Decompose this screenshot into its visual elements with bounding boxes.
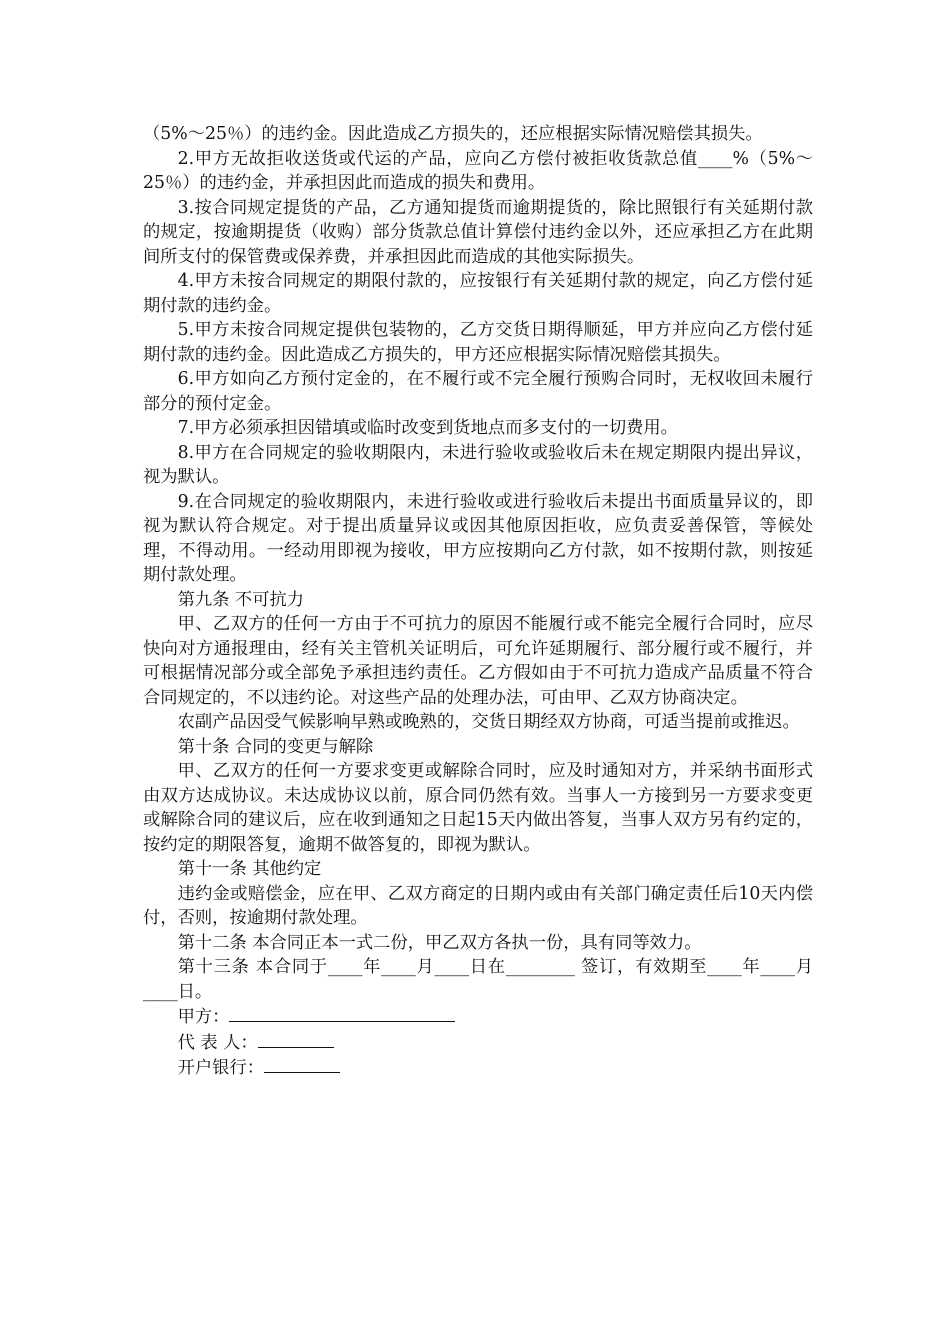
bank-label: 开户银行：	[177, 1058, 265, 1078]
article-10-heading: 第十条 合同的变更与解除	[177, 736, 374, 757]
paragraph-item-4: 4.甲方未按合同规定的期限付款的，应按银行有关延期付款的规定，向乙方偿付延期付款的违约金。	[143, 271, 813, 316]
bank-blank	[264, 1055, 340, 1073]
paragraph-penalty-cont: （5%～25％）的违约金。因此造成乙方损失的，还应根据实际情况赔偿其损失。	[143, 124, 763, 144]
paragraph-agri-products: 农副产品因受气候影响早熟或晚熟的，交货日期经双方协商，可适当提前或推迟。	[177, 712, 800, 732]
paragraph-item-2: 2.甲方无故拒收送货或代运的产品，应向乙方偿付被拒收货款总值____%（5%～25％）的违约金，并承担因此而造成的损失和费用。	[143, 148, 813, 193]
paragraph-item-7: 7.甲方必须承担因错填或临时改变到货地点而多支付的一切费用。	[177, 418, 678, 438]
signature-party-a	[143, 1004, 813, 1030]
paragraph-item-8: 8.甲方在合同规定的验收期限内，未进行验收或验收后未在规定期限内提出异议，视为默认。	[143, 442, 813, 487]
representative-blank	[258, 1030, 334, 1048]
paragraph-other-terms: 违约金或赔偿金，应在甲、乙双方商定的日期内或由有关部门确定责任后10天内偿付，否则，按逾期付款处理。	[143, 883, 813, 928]
paragraph-item-5: 5.甲方未按合同规定提供包装物的，乙方交货日期得顺延，甲方并应向乙方偿付延期付款的违约金。因此造成乙方损失的，甲方还应根据实际情况赔偿其损失。	[143, 320, 813, 365]
paragraph-change-termination: 甲、乙双方的任何一方要求变更或解除合同时，应及时通知对方，并采纳书面形式由双方达成协议。未达成协议以前，原合同仍然有效。当事人一方接到另一方要求变更或解除合同的建议后，应在收到通知之日起15天内做出答复，当事人双方另有约定的，按约定的期限答复，逾期不做答复的，即视为默认。	[143, 761, 813, 855]
article-11-heading: 第十一条 其他约定	[177, 859, 322, 879]
article-9-heading: 第九条 不可抗力	[177, 589, 305, 610]
document-page	[143, 122, 813, 1081]
paragraph-item-9: 9.在合同规定的验收期限内，未进行验收或进行验收后未提出书面质量异议的，即视为默认符合规定。对于提出质量异议或因其他原因拒收，应负责妥善保管，等候处理，不得动用。一经动用即视为接收，甲方应按期向乙方付款，如不按期付款，则按延期付款处理。	[143, 491, 813, 585]
paragraph-item-3: 3.按合同规定提货的产品，乙方通知提货而逾期提货的，除比照银行有关延期付款的规定，按逾期提货（收购）部分货款总值计算偿付违约金以外，还应承担乙方在此期间所支付的保管费或保养费，并承担因此而造成的其他实际损失。	[143, 197, 813, 267]
article-13: 第十三条 本合同于____年____月____日在________ 签订，有效期至____年____月____日。	[143, 957, 813, 1002]
signature-bank	[143, 1055, 813, 1081]
paragraph-force-majeure: 甲、乙双方的任何一方由于不可抗力的原因不能履行或不能完全履行合同时，应尽快向对方通报理由，经有关主管机关证明后，可允许延期履行、部分履行或不履行，并可根据情况部分或全部免予承担违约责任。乙方假如由于不可抗力造成产品质量不符合合同规定的，不以违约论。对这些产品的处理办法，可由甲、乙双方协商决定。	[143, 614, 813, 708]
article-12: 第十二条 本合同正本一式二份，甲乙双方各执一份，具有同等效力。	[177, 932, 702, 953]
paragraph-item-6: 6.甲方如向乙方预付定金的，在不履行或不完全履行预购合同时，无权收回未履行部分的预付定金。	[143, 369, 813, 414]
party-a-blank	[229, 1004, 455, 1022]
representative-label: 代 表 人：	[177, 1032, 258, 1053]
party-a-label: 甲方：	[177, 1007, 230, 1027]
signature-representative	[143, 1030, 813, 1056]
